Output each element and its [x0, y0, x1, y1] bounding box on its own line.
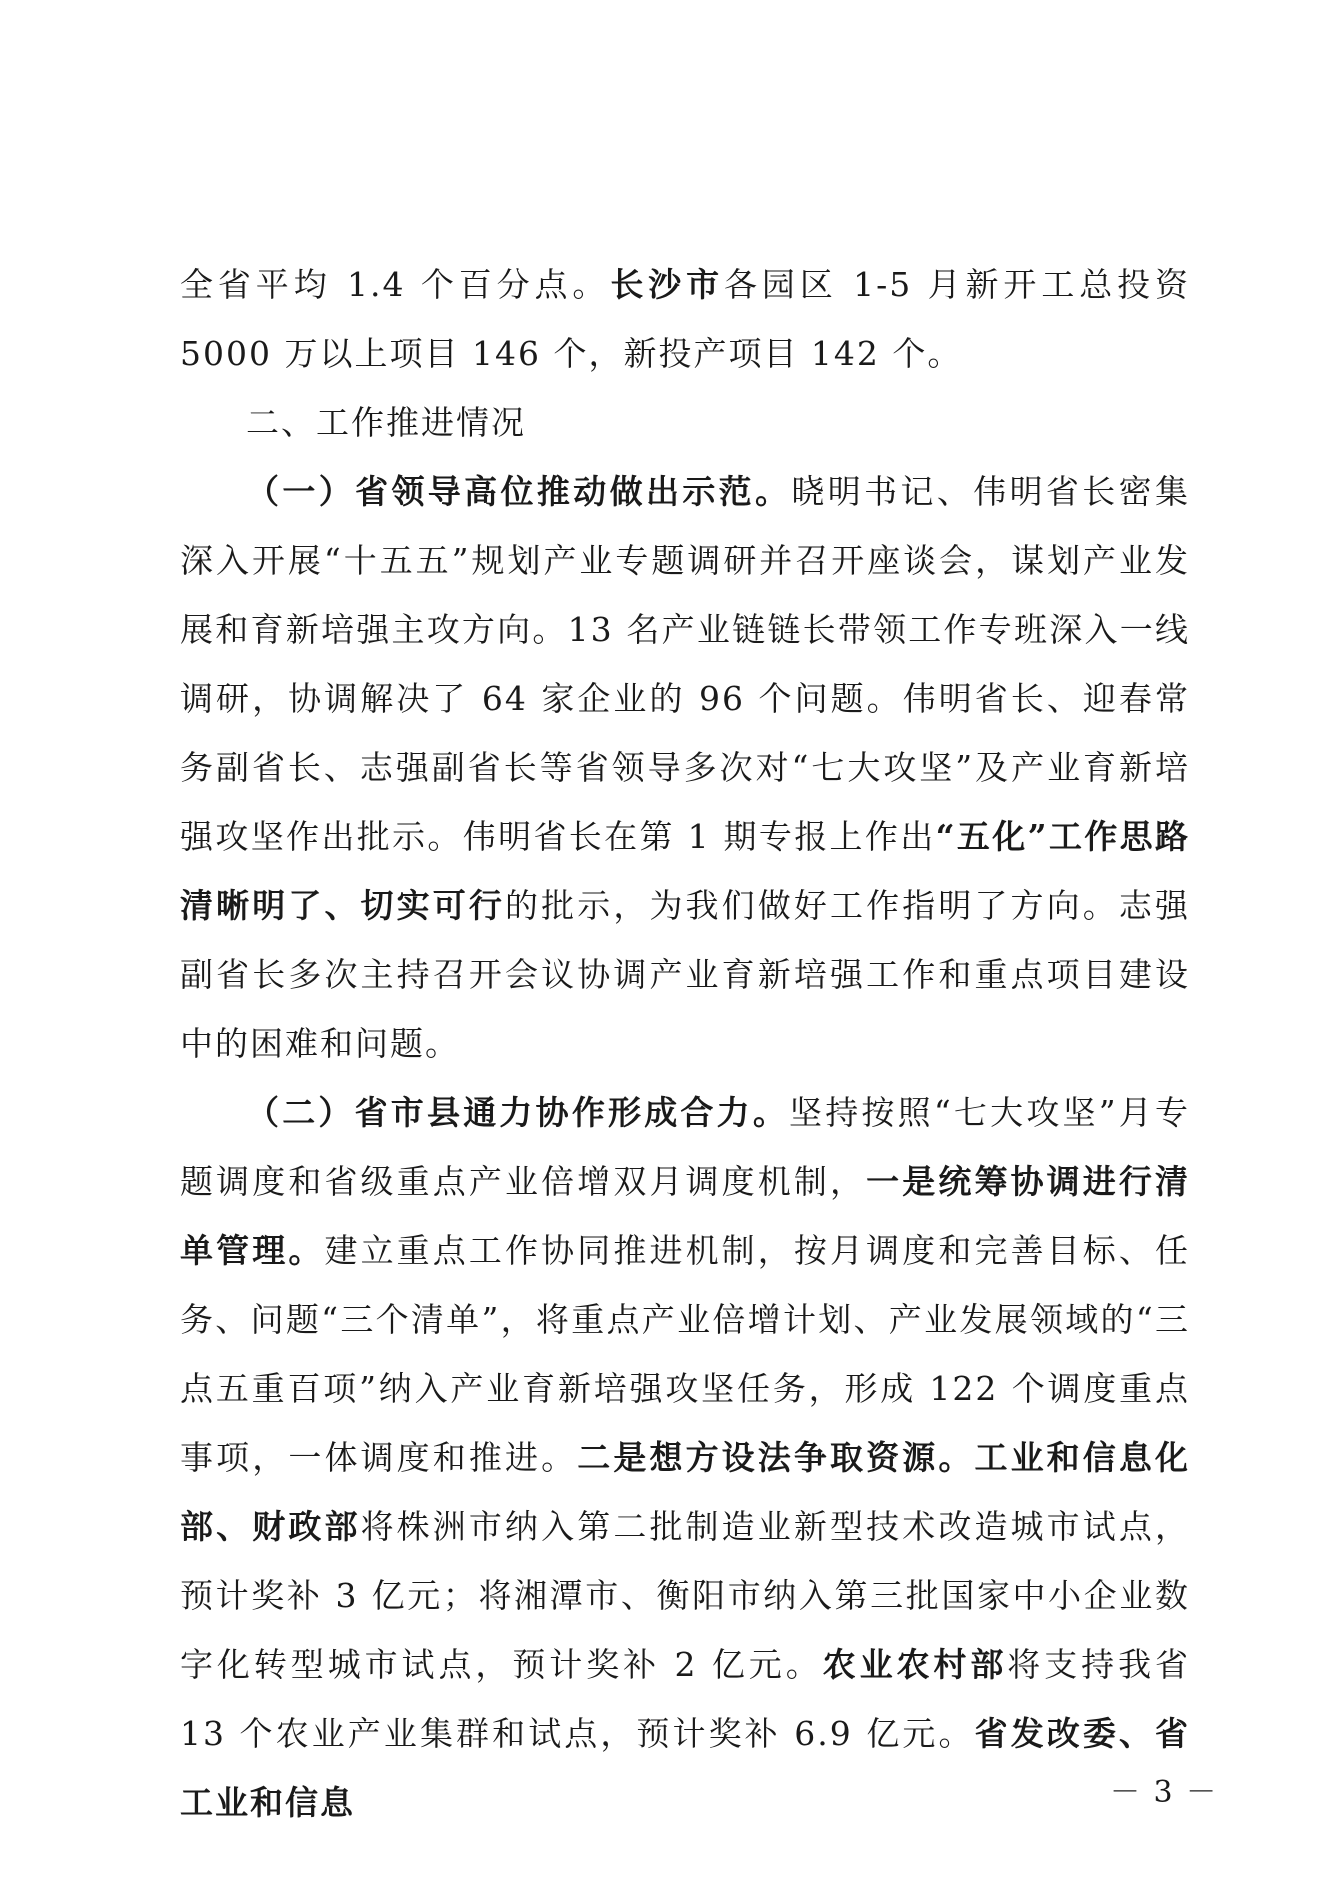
subheading-leadership: （一）省领导高位推动做出示范。 [246, 472, 792, 511]
paragraph-overview-continued [180, 250, 1190, 388]
bold-text-point-one: 一是统筹协调进行清单管理。 [180, 1162, 1191, 1270]
paragraph-cooperation [180, 1078, 1190, 1837]
subheading-cooperation: （二）省市县通力协作形成合力。 [246, 1093, 790, 1132]
text-run: 各园区 1-5 月新开工总投资 5000 万以上项目 146 个，新投产项目 142 个。 [180, 265, 1191, 373]
page-number: － 3 － [1110, 1775, 1219, 1810]
text-run: 晓明书记、伟明省长密集深入开展“十五五”规划产业专题调研并召开座谈会，谋划产业发展和育新培强主攻方向。13 名产业链链长带领工作专班深入一线调研，协调解决了 64 家企业的 96 个问题。伟明省长、迎春常务副省长、志强副省长等省领导多次对“七大攻坚”及产业育新培强攻坚作出批示。伟明省长在第 1 期专报上作出 [180, 472, 1191, 856]
paragraph-leadership [180, 457, 1190, 1078]
bold-text-ministry: 农业农村部 [822, 1645, 1008, 1684]
bold-text-quote: “五化”工作思路清晰明了、切实可行 [180, 817, 1190, 925]
text-run: 全省平均 1.4 个百分点。 [180, 265, 611, 304]
bold-text-changsha: 长沙市 [610, 265, 725, 304]
text-run: 将支持我省 13 个农业产业集群和试点，预计奖补 6.9 亿元。 [180, 1645, 1191, 1753]
text-run: 将株洲市纳入第二批制造业新型技术改造城市试点，预计奖补 3 亿元；将湘潭市、衡阳市纳入第三批国家中小企业数字化转型城市试点，预计奖补 2 亿元。 [180, 1507, 1191, 1684]
bold-text-provincial: 省发改委、省工业和信息 [180, 1714, 1191, 1822]
document-body [180, 250, 1190, 1837]
text-run: 坚持按照“七大攻坚”月专题调度和省级重点产业倍增双月调度机制， [180, 1093, 1190, 1201]
bold-text-point-two: 二是想方设法争取资源。工业和信息化部、财政部 [180, 1438, 1191, 1546]
text-run: 的批示，为我们做好工作指明了方向。志强副省长多次主持召开会议协调产业育新培强工作和重点项目建设中的困难和问题。 [180, 886, 1191, 1063]
section-heading: 二、工作推进情况 [246, 403, 526, 442]
text-run: 建立重点工作协同推进机制，按月调度和完善目标、任务、问题“三个清单”，将重点产业倍增计划、产业发展领域的“三点五重百项”纳入产业育新培强攻坚任务，形成 122 个调度重点事项，一体调度和推进。 [180, 1231, 1191, 1477]
